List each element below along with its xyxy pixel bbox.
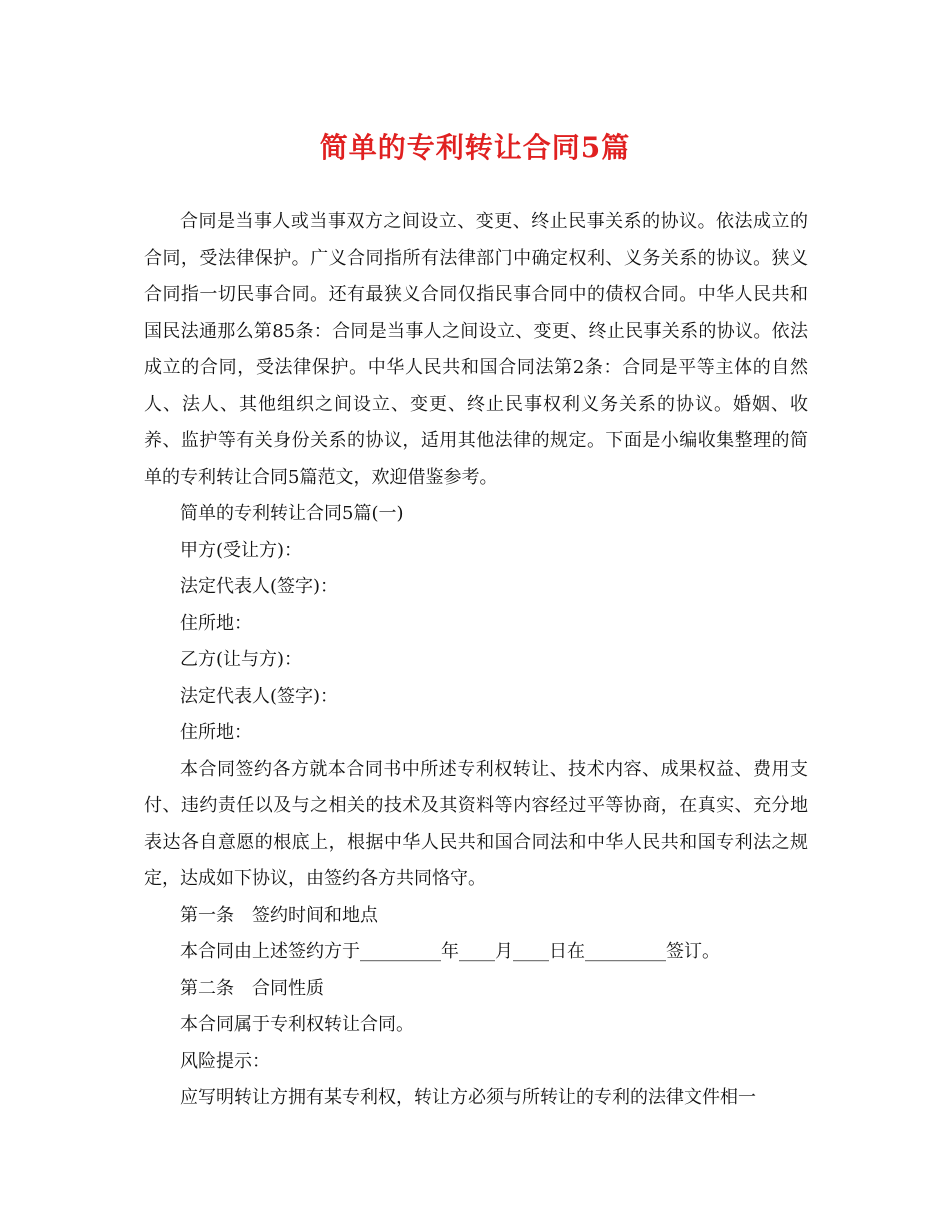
document-title: 简单的专利转让合同5篇 xyxy=(319,131,631,164)
party-a-representative: 法定代表人(签字)： xyxy=(180,576,339,597)
party-b-address: 住所地： xyxy=(180,722,252,743)
risk-text: 应写明转让方拥有某专利权，转让方必须与所转让的专利的法律文件相一 xyxy=(180,1087,756,1108)
article-1-title: 第一条 签约时间和地点 xyxy=(180,904,378,926)
party-b-representative: 法定代表人(签字)： xyxy=(180,685,339,707)
party-a-label: 甲方(受让方)： xyxy=(180,539,303,561)
article-2-title: 第二条 合同性质 xyxy=(180,977,324,999)
party-a-address: 住所地： xyxy=(180,612,252,634)
article-2-text: 本合同属于专利权转让合同。 xyxy=(180,1014,414,1035)
preamble-paragraph: 本合同签约各方就本合同书中所述专利权转让、技术内容、成果权益、费用支付、违约责任以及与之相关的技术及其资料等内容经过平等协商，在真实、充分地表达各自意愿的根底上，根据中华人民共和国合同法和中华人民共和国专利法之规定，达成如下协议，由签约各方共同恪守。 xyxy=(144,758,808,889)
article-1-text: 本合同由上述签约方于_________年____月____日在_________签订。 xyxy=(180,941,720,962)
risk-label: 风险提示： xyxy=(180,1050,270,1072)
document-body xyxy=(144,204,808,1117)
intro-paragraph: 合同是当事人或当事双方之间设立、变更、终止民事关系的协议。依法成立的合同，受法律保护。广义合同指所有法律部门中确定权利、义务关系的协议。狭义合同指一切民事合同。还有最狭义合同仅指民事合同中的债权合同。中华人民共和国民法通那么第85条：合同是当事人之间设立、变更、终止民事关系的协议。依法成立的合同，受法律保护。中华人民共和国合同法第2条：合同是平等主体的自然人、法人、其他组织之间设立、变更、终止民事权利义务关系的协议。婚姻、收养、监护等有关身份关系的协议，适用其他法律的规定。下面是小编收集整理的简单的专利转让合同5篇范文，欢迎借鉴参考。 xyxy=(144,211,808,488)
party-b-label: 乙方(让与方)： xyxy=(180,649,303,670)
section-heading: 简单的专利转让合同5篇(一) xyxy=(180,503,404,524)
